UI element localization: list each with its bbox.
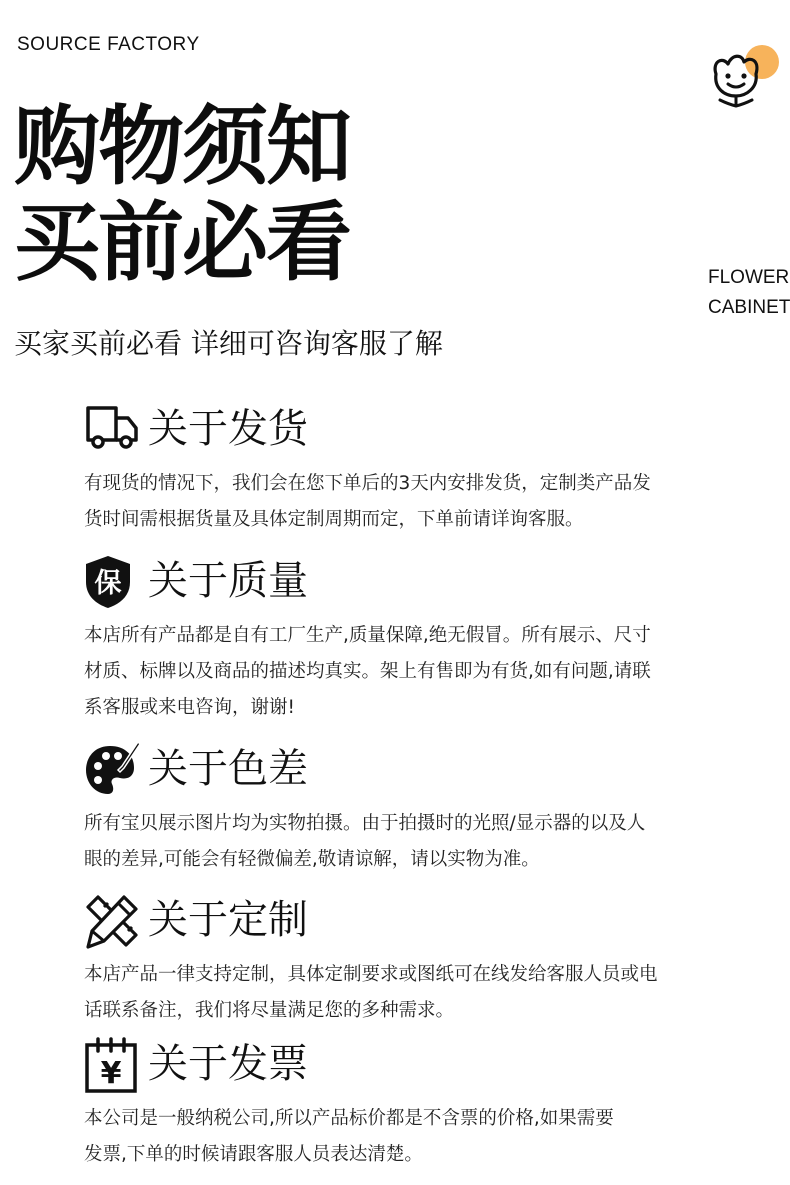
palette-brush-icon <box>84 742 140 798</box>
flower-smile-logo-icon <box>706 44 782 114</box>
brand-side <box>708 263 790 323</box>
section-title: 关于发货 <box>148 406 308 452</box>
section-title: 关于色差 <box>148 746 308 792</box>
section-quality <box>84 554 734 726</box>
section-custom <box>84 893 734 1029</box>
section-shipping <box>84 402 734 538</box>
page-title-line2: 买前必看 <box>14 193 350 293</box>
section-text-line: 本店产品一律支持定制，具体定制要求或图纸可在线发给客服人员或电 <box>84 964 658 985</box>
yen-glyph: ¥ <box>100 1056 122 1091</box>
section-text-line: 本店所有产品都是自有工厂生产,质量保障,绝无假冒。所有展示、尺寸 <box>84 625 651 646</box>
brand-side-line2: CABINET <box>708 297 790 318</box>
section-text-line: 所有宝贝展示图片均为实物拍摄。由于拍摄时的光照/显示器的以及人 <box>84 813 646 834</box>
shield-glyph: 保 <box>94 568 122 599</box>
pencil-ruler-icon <box>84 893 140 949</box>
section-text-line: 本公司是一般纳税公司,所以产品标价都是不含票的价格,如果需要 <box>84 1108 614 1129</box>
subtitle: 买家买前必看 详细可咨询客服了解 <box>14 327 443 360</box>
section-title: 关于发票 <box>148 1041 308 1087</box>
section-title: 关于定制 <box>148 897 308 943</box>
guarantee-shield-icon <box>84 554 140 610</box>
section-text-line: 材质、标牌以及商品的描述均真实。架上有售即为有货,如有问题,请联 <box>84 661 651 682</box>
section-text-line: 话联系备注，我们将尽量满足您的多种需求。 <box>84 1000 455 1021</box>
section-invoice <box>84 1037 734 1173</box>
section-color <box>84 742 734 878</box>
section-text-line: 系客服或来电咨询，谢谢! <box>84 697 295 718</box>
section-text-line: 眼的差异,可能会有轻微偏差,敬请谅解，请以实物为准。 <box>84 849 540 870</box>
section-title: 关于质量 <box>148 558 308 604</box>
delivery-truck-icon <box>84 402 140 458</box>
brand-top: SOURCE FACTORY <box>17 34 200 55</box>
section-text-line: 有现货的情况下，我们会在您下单后的3天内安排发货，定制类产品发 <box>84 473 651 494</box>
brand-side-line1: FLOWER <box>708 267 790 288</box>
section-text-line: 发票,下单的时候请跟客服人员表达清楚。 <box>84 1144 423 1165</box>
invoice-calendar-icon <box>84 1037 140 1093</box>
page-title-line1: 购物须知 <box>14 97 350 197</box>
section-text-line: 货时间需根据货量及具体定制周期而定，下单前请详询客服。 <box>84 509 584 530</box>
